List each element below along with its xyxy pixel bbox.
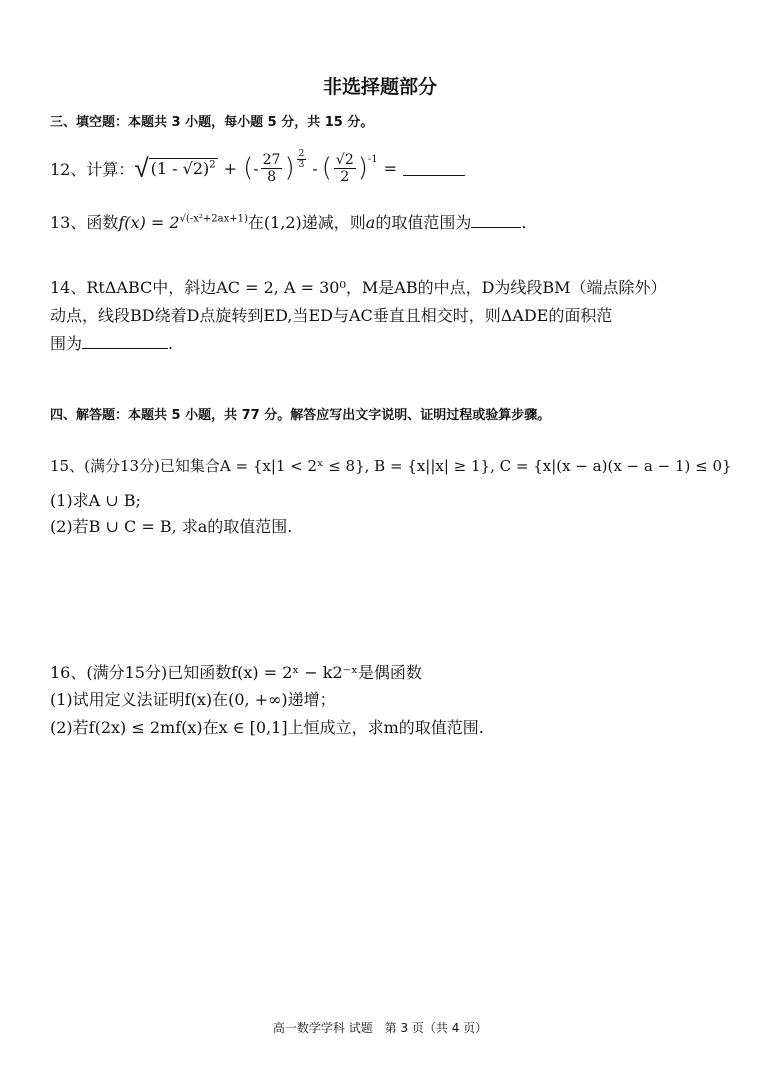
page-footer: 高一数学学科 试题 第 3 页（共 4 页） — [272, 1021, 488, 1035]
question-14-line-2: 动点，线段BD绕着D点旋转到ED,当ED与AC垂直且相交时，则ΔADE的面积范 — [50, 306, 613, 325]
q12-number: 12、计算： — [50, 159, 135, 179]
page-title: 非选择题部分 — [322, 76, 437, 98]
q12-frac2-den: 2 — [340, 168, 350, 185]
section-3-heading: 三、填空题：本题共 3 小题，每小题 5 分，共 15 分。 — [50, 115, 374, 130]
question-15-line-2: (1)求A ∪ B; — [50, 491, 141, 510]
q13-answer-blank — [471, 213, 521, 228]
q12-frac2-num: √2 — [335, 151, 354, 168]
question-12: 12、计算： √ (1 - √2)$^2$ + ( - $\frac{27}{8}$ ) $\frac{2}{3}$ - ( $\frac{√2}{2}$ ) -1 = — [50, 146, 465, 190]
question-13: 13、函数$f(x) = 2^{√(-x^2+2ax+1)}$在(1,2)递减，则a的取值范围为 . — [50, 213, 527, 232]
question-16-line-3: (2)若f(2x) ≤ 2mf(x)在x ∈ [0,1]上恒成立，求m的取值范围. — [50, 718, 484, 737]
q12-frac1-den: 8 — [267, 168, 277, 185]
section-4-heading: 四、解答题：本题共 5 小题，共 77 分。解答应写出文字说明、证明过程或验算步骤。 — [50, 408, 551, 423]
question-16-line-2: (1)试用定义法证明f(x)在(0, +∞)递增； — [50, 690, 336, 709]
q12-answer-blank — [403, 161, 465, 176]
q12-frac1-num: 27 — [262, 151, 281, 168]
question-14-line-3: 围为 . — [50, 334, 174, 353]
q12-inner: 1 - √2 — [156, 159, 204, 178]
question-15-line-3: (2)若B ∪ C = B, 求a的取值范围. — [50, 517, 293, 536]
q14-answer-blank — [82, 334, 168, 349]
question-16-line-1: 16、(满分15分)已知函数f(x) = 2ˣ − k2⁻ˣ是偶函数 — [50, 663, 422, 682]
question-15-line-1: 15、(满分13分)已知集合A = {x|1 < 2ˣ ≤ 8}, B = {x||x| ≥ 1}, C = {x|(x − a)(x − a − 1) ≤ 0} — [50, 457, 732, 475]
question-14-line-1: 14、RtΔABC中，斜边AC = 2, A = 30⁰，M是AB的中点，D为线段BM（端点除外） — [50, 278, 667, 297]
